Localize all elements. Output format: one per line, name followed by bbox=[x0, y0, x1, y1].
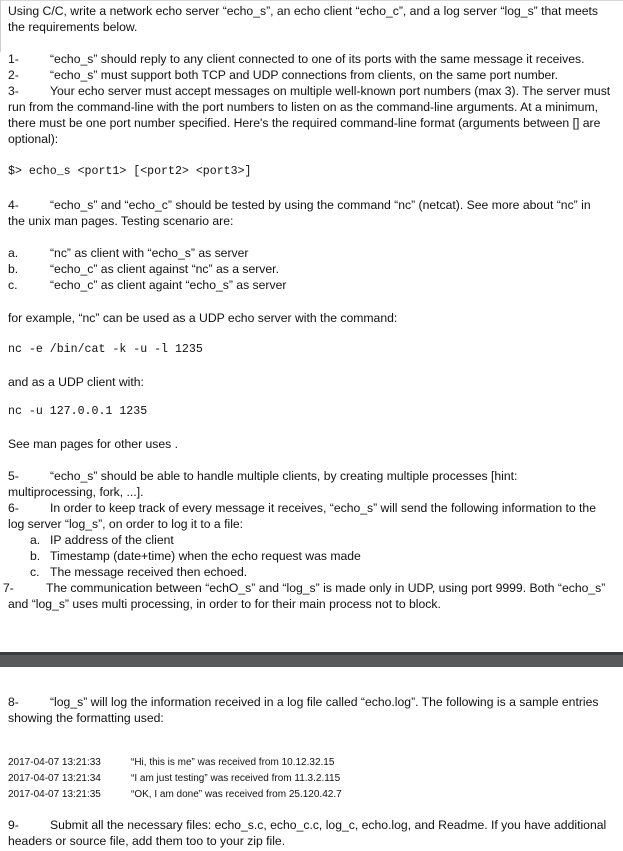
req6-text: In order to keep track of every message it receives, “echo_s” will send the following information to the bbox=[50, 501, 596, 515]
intro-line-2: the requirements below. bbox=[8, 20, 138, 34]
req5-line-2: multiprocessing, fork, ...]. bbox=[8, 485, 144, 499]
command-nc-server: nc -e /bin/cat -k -u -l 1235 bbox=[8, 343, 203, 356]
example-intro: for example, “nc” can be used as a UDP echo server with the command: bbox=[8, 311, 398, 325]
log-entry-2-time: 2017-04-07 13:21:34 bbox=[8, 773, 101, 784]
req4-number: 4- bbox=[8, 198, 19, 212]
req8-text: “log_s” will log the information received in a log file called “echo.log”. The following is a sample entries bbox=[50, 695, 599, 709]
page-left-border bbox=[0, 0, 1, 52]
req2-text: “echo_s” must support both TCP and UDP connections from clients, on the same port number. bbox=[50, 68, 559, 82]
req3-number: 3- bbox=[8, 84, 19, 98]
req6-item-a-text: IP address of the client bbox=[50, 533, 174, 547]
log-entry-1-message: “Hi, this is me” was received from 10.12.32.15 bbox=[131, 757, 335, 768]
command-nc-client: nc -u 127.0.0.1 1235 bbox=[8, 405, 148, 418]
document-page-2 bbox=[0, 667, 623, 851]
see-man-pages: See man pages for other uses . bbox=[8, 437, 179, 451]
page-top-border bbox=[0, 0, 623, 1]
req9-text: Submit all the necessary files: echo_s.c, echo_c.c, log_c, echo.log, and Readme. If you have additional bbox=[50, 818, 607, 832]
udp-client-intro: and as a UDP client with: bbox=[8, 375, 144, 389]
req6-item-c-label: c. bbox=[30, 565, 40, 579]
log-entry-3-message: “OK, I am done” was received from 25.120.42.7 bbox=[131, 789, 342, 800]
req7-number: 7- bbox=[3, 581, 14, 595]
intro-line-1: Using C/C, write a network echo server “echo_s”, an echo client “echo_c”, and a log server “log_s” that meets bbox=[8, 4, 599, 18]
req9-number: 9- bbox=[8, 818, 19, 832]
scenario-a-label: a. bbox=[8, 246, 19, 260]
req5-number: 5- bbox=[8, 469, 19, 483]
req4-text: “echo_s” and “echo_c” should be tested by using the command “nc” (netcat). See more about “nc” in bbox=[50, 198, 591, 212]
scenario-b-text: “echo_c” as client against “nc” as a server. bbox=[50, 262, 279, 276]
req6-item-b-text: Timestamp (date+time) when the echo request was made bbox=[50, 549, 361, 563]
req8-line-2: showing the formatting used: bbox=[8, 711, 164, 725]
scenario-c-text: “echo_c” as client againt “echo_s” as server bbox=[50, 278, 287, 292]
scenario-c-label: c. bbox=[8, 278, 18, 292]
req1-number: 1- bbox=[8, 52, 19, 66]
req4-line-2: the unix man pages. Testing scenario are: bbox=[8, 214, 234, 228]
req5-text: “echo_s” should be able to handle multiple clients, by creating multiple processes [hint: bbox=[50, 469, 518, 483]
req6-number: 6- bbox=[8, 501, 19, 515]
req3-line-2: run from the command-line with the port numbers to listen on as the command-line arguments. At a minimum, bbox=[8, 100, 598, 114]
req7-text: The communication between “echO_s” and “log_s” is made only in UDP, using port 9999. Both “echo_s” bbox=[46, 581, 606, 595]
scenario-a-text: “nc” as client with “echo_s” as server bbox=[50, 246, 249, 260]
log-entry-2-message: “I am just testing” was received from 11.3.2.115 bbox=[131, 773, 341, 784]
req7-line-2: and “log_s” uses multi processing, in order to for their main process not to block. bbox=[8, 597, 441, 611]
req3-line-3: there must be one port number specified. Here's the required command-line format (arguments between [] are bbox=[8, 116, 601, 130]
req6-item-a-label: a. bbox=[30, 533, 41, 547]
log-entry-1-time: 2017-04-07 13:21:33 bbox=[8, 757, 101, 768]
req6-item-b-label: b. bbox=[30, 549, 41, 563]
req2-number: 2- bbox=[8, 68, 19, 82]
req8-number: 8- bbox=[8, 695, 19, 709]
req1-text: “echo_s” should reply to any client connected to one of its ports with the same message it receives. bbox=[50, 52, 585, 66]
req6-item-c-text: The message received then echoed. bbox=[50, 565, 248, 579]
req9-line-2: headers or source file, add them too to your zip file. bbox=[8, 834, 286, 848]
req6-line-2: log server “log_s”, on order to log it to a file: bbox=[8, 517, 244, 531]
scenario-b-label: b. bbox=[8, 262, 19, 276]
req3-text: Your echo server must accept messages on multiple well-known port numbers (max 3). The server must bbox=[50, 84, 611, 98]
req3-line-4: optional): bbox=[8, 132, 59, 146]
command-echo-s: $> echo_s <port1> [<port2> <port3>] bbox=[8, 165, 252, 178]
page-separator bbox=[0, 652, 623, 667]
log-entry-3-time: 2017-04-07 13:21:35 bbox=[8, 789, 101, 800]
